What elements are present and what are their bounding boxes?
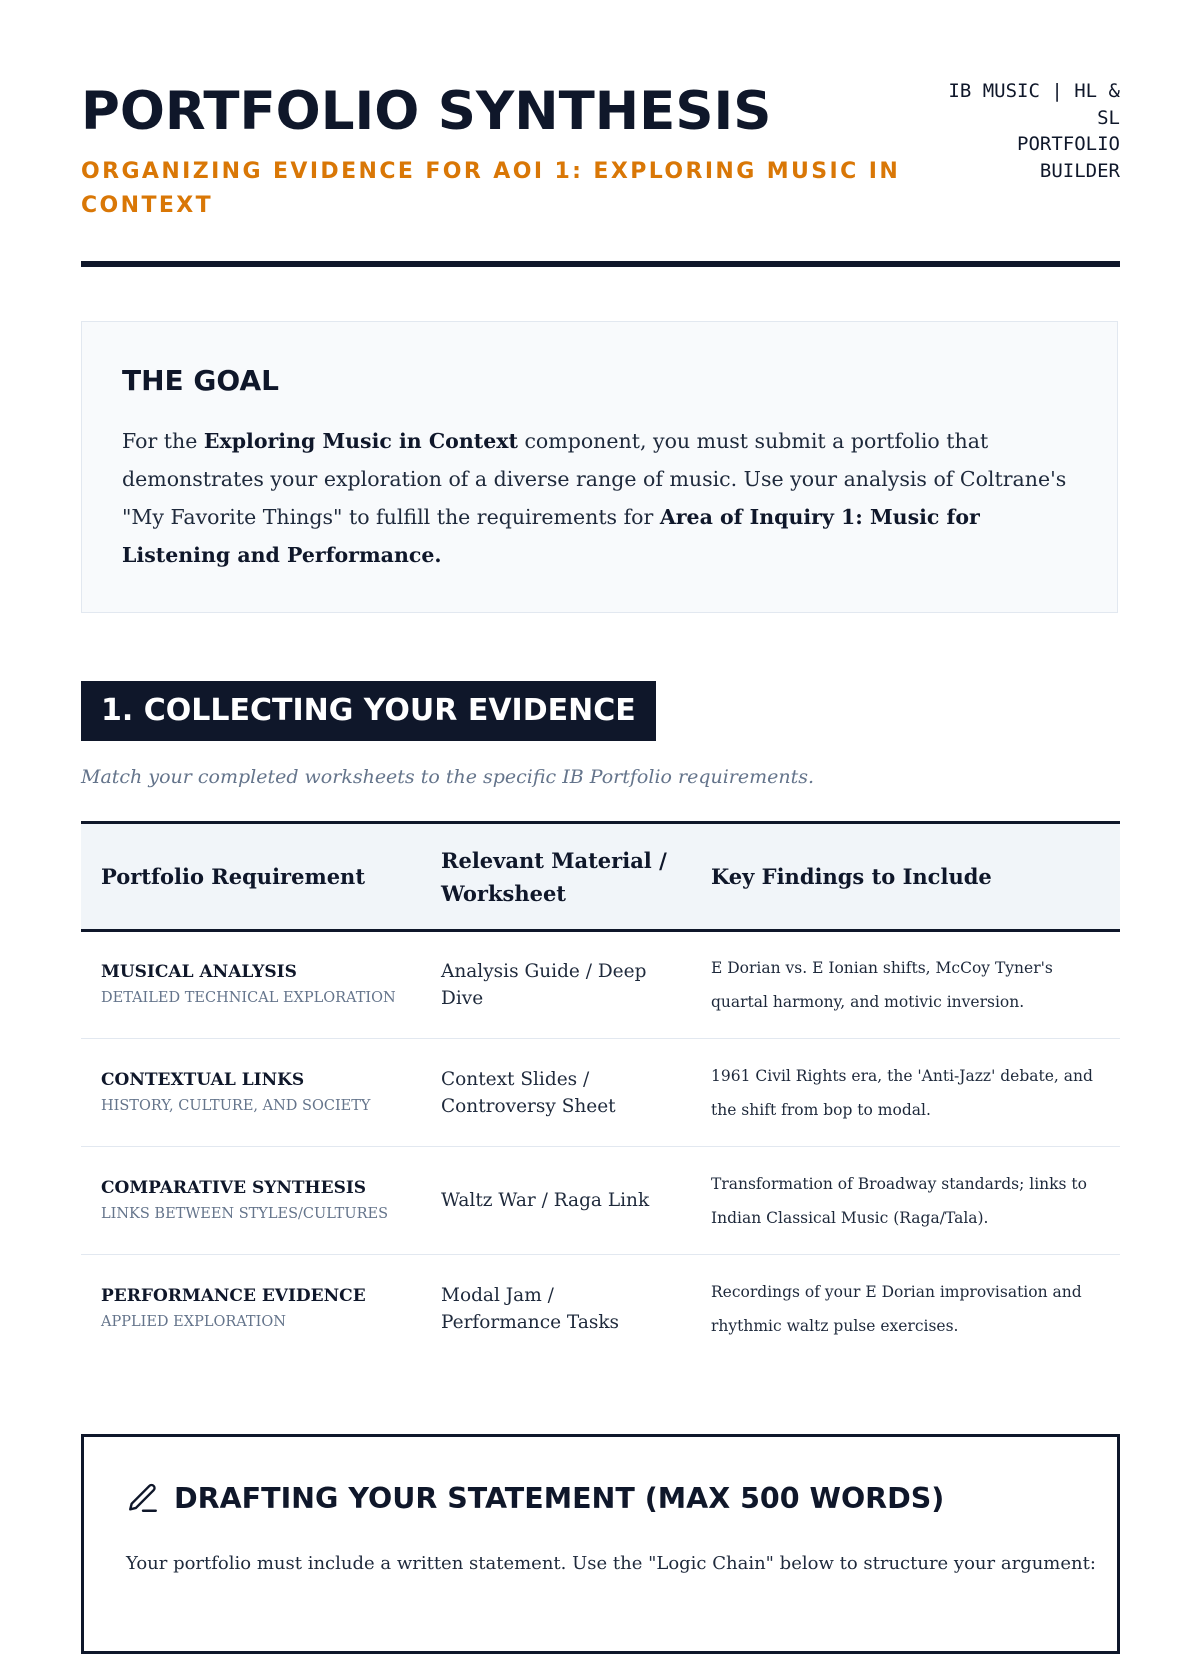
goal-panel	[81, 321, 1118, 613]
requirement-subtitle: LINKS BETWEEN STYLES/CULTURES	[101, 1205, 388, 1222]
findings-cell: Recordings of your E Dorian improvisation and rhythmic waltz pulse exercises.	[711, 1282, 1082, 1335]
requirement-cell	[81, 1147, 421, 1255]
requirement-subtitle: APPLIED EXPLORATION	[101, 1313, 286, 1330]
requirement-title: COMPARATIVE SYNTHESIS	[101, 1177, 367, 1198]
page-title: PORTFOLIO SYNTHESIS	[81, 81, 772, 142]
drafting-panel	[81, 1434, 1120, 1654]
goal-text-part: For the	[122, 429, 204, 453]
requirement-title: MUSICAL ANALYSIS	[101, 962, 297, 982]
findings-cell: E Dorian vs. E Ionian shifts, McCoy Tyner's quartal harmony, and motivic inversion.	[691, 931, 1120, 1039]
goal-text	[122, 422, 1082, 574]
drafting-heading	[126, 1481, 944, 1515]
page-subtitle: ORGANIZING EVIDENCE FOR AOI 1: EXPLORING MUSIC IN CONTEXT	[81, 159, 901, 218]
header-divider	[81, 261, 1120, 267]
section-note: Match your completed worksheets to the specific IB Portfolio requirements.	[81, 766, 815, 788]
page-header	[81, 0, 1120, 268]
requirement-subtitle: HISTORY, CULTURE, AND SOCIETY	[101, 1097, 371, 1114]
requirement-title: CONTEXTUAL LINKS	[101, 1069, 305, 1090]
course-meta	[930, 78, 1120, 184]
requirement-subtitle: DETAILED TECHNICAL EXPLORATION	[101, 990, 396, 1006]
table-row	[81, 1147, 1120, 1255]
goal-heading: THE GOAL	[122, 364, 279, 397]
drafting-text: Your portfolio must include a written statement. Use the "Logic Chain" below to structure your argument:	[126, 1553, 1096, 1574]
requirement-title: PERFORMANCE EVIDENCE	[101, 1285, 366, 1306]
page	[81, 0, 1120, 1574]
table-header-row	[81, 823, 1120, 931]
table-row	[81, 931, 1120, 1039]
material-cell: Analysis Guide / Deep Dive	[421, 931, 691, 1039]
goal-text-bold: Exploring Music in Context	[203, 429, 518, 453]
material-cell: Modal Jam / Performance Tasks	[441, 1284, 620, 1333]
findings-cell: Transformation of Broadway standards; links to Indian Classical Music (Raga/Tala).	[691, 1147, 1120, 1255]
material-cell: Context Slides / Controversy Sheet	[421, 1039, 691, 1147]
pencil-icon	[126, 1481, 160, 1515]
evidence-table	[81, 821, 1120, 1363]
drafting-title: DRAFTING YOUR STATEMENT (MAX 500 WORDS)	[174, 1481, 945, 1515]
findings-cell: 1961 Civil Rights era, the 'Anti-Jazz' debate, and the shift from bop to modal.	[691, 1039, 1120, 1147]
requirement-cell	[81, 931, 421, 1039]
course-meta-line: SL	[1097, 106, 1120, 129]
goal-text-part: component, you must submit a portfolio that demonstrates your exploration of a diverse range of music. Use your analysis of Coltrane's "My Favorite Things" to fulfill the requirements for	[122, 429, 1067, 529]
column-header: Portfolio Requirement	[81, 823, 421, 931]
section-heading-evidence: 1. COLLECTING YOUR EVIDENCE	[81, 681, 656, 741]
table-row	[81, 1255, 1120, 1363]
column-header: Relevant Material / Worksheet	[421, 823, 691, 931]
course-meta-line: BUILDER	[1039, 159, 1120, 182]
column-header: Key Findings to Include	[691, 823, 1120, 931]
requirement-cell	[81, 1255, 421, 1363]
course-meta-line: PORTFOLIO	[1017, 133, 1120, 155]
table-row	[81, 1039, 1120, 1147]
goal-text-bold: Area of Inquiry 1: Music for Listening and Performance.	[122, 505, 980, 567]
material-cell: Waltz War / Raga Link	[421, 1147, 691, 1255]
course-meta-line: IB MUSIC | HL &	[948, 80, 1120, 102]
requirement-cell	[81, 1039, 421, 1147]
